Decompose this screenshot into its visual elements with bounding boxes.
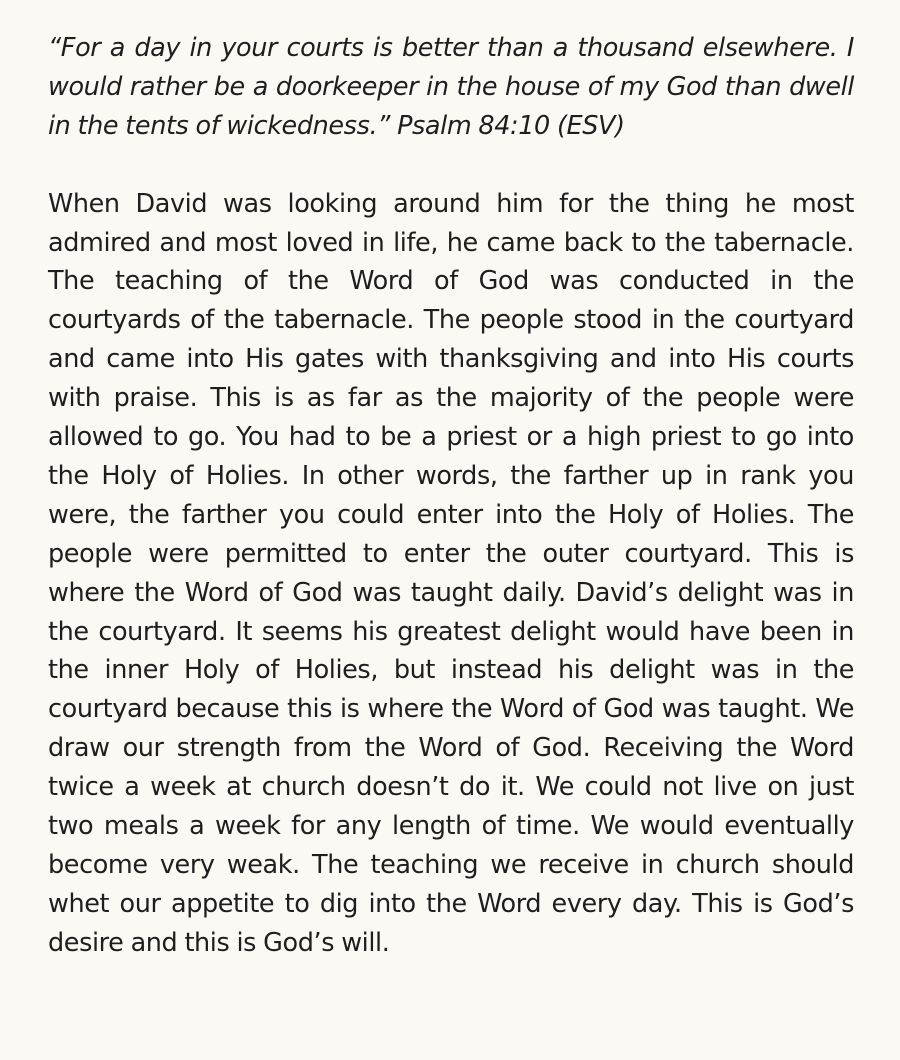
body-paragraph: When David was looking around him for the thing he most admired and most loved in life, he came back to the tabernacle. The teaching of the Word of God was conducted in the courtyards of the tabernacle. The people stood in the courtyard and came into His gates with thanksgiving and into His courts with praise. This is as far as the majority of the people were allowed to go. You had to be a priest or a high priest to go into the Holy of Holies. In other words, the farther up in rank you were, the farther you could enter into the Holy of Holies. The people were permitted to enter the outer courtyard. This is where the Word of God was taught daily. David’s delight was in the courtyard. It seems his greatest delight would have been in the inner Holy of Holies, but instead his delight was in the courtyard because this is where the Word of God was taught. We draw our strength from the Word of God. Receiving the Word twice a week at church doesn’t do it. We could not live on just two meals a week for any length of time. We would eventually become very weak. The teaching we receive in church should whet our appetite to dig into the Word every day. This is God’s desire and this is God’s will. [48, 188, 854, 958]
scripture-quote: “For a day in your courts is better than a thousand elsewhere. I would rather be a doorkeeper in the house of my God than dwell in the tents of wickedness.” Psalm 84:10 (ESV) [48, 33, 854, 141]
document-page [48, 29, 854, 963]
